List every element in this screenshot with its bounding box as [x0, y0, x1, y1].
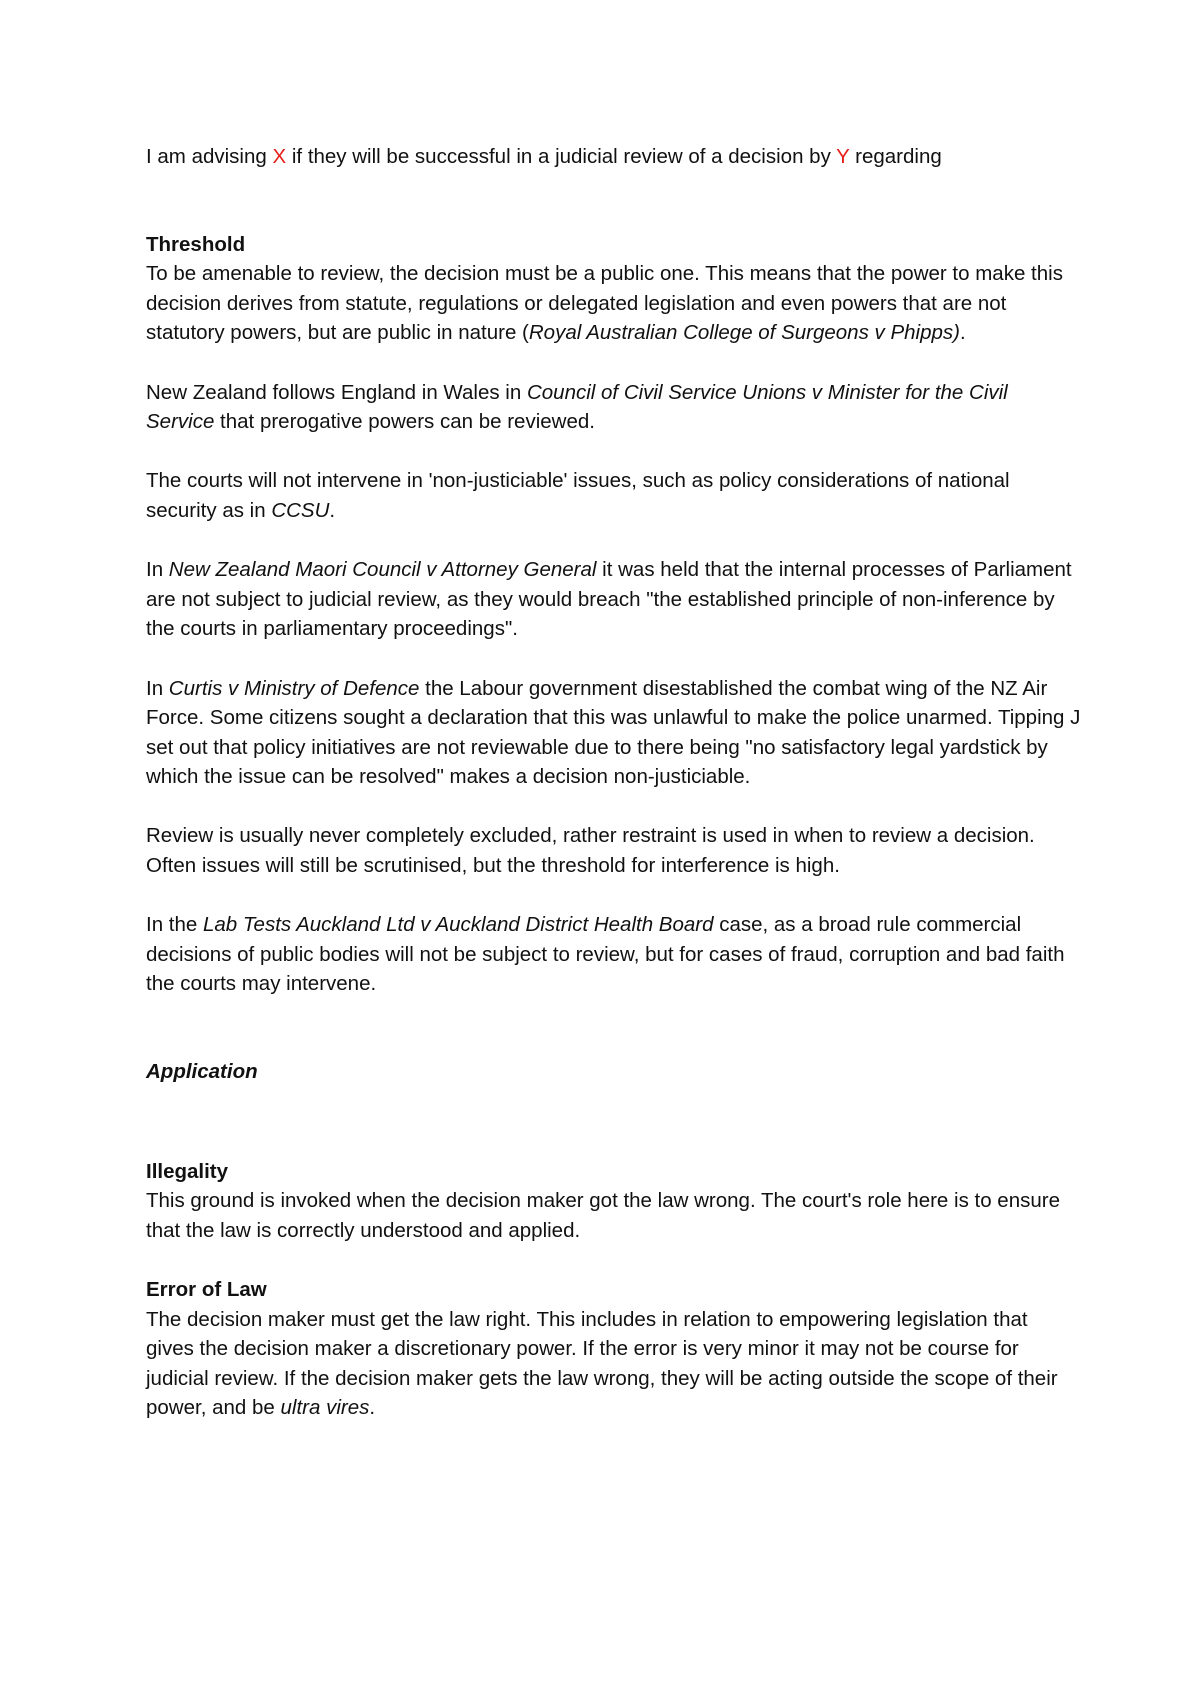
illegality-paragraph: This ground is invoked when the decision maker got the law wrong. The court's role here is to ensure that the law is correctly understood and applied.	[146, 1189, 1060, 1242]
threshold-paragraph-4: In New Zealand Maori Council v Attorney General it was held that the internal processes of Parliament are not subject to judicial review, as they would breach "the established principle of non-inference by the courts in parliamentary proceedings".	[146, 558, 1072, 641]
threshold-paragraph-6: Review is usually never completely excluded, rather restraint is used in when to review a decision. Often issues will still be scrutinised, but the threshold for interference is high.	[146, 824, 1035, 878]
illegality-heading: Illegality	[146, 1159, 229, 1183]
threshold-paragraph-2: New Zealand follows England in Wales in Council of Civil Service Unions v Minister for the Civil Service that prerogative powers can be reviewed.	[146, 380, 1008, 434]
threshold-heading: Threshold	[146, 232, 246, 256]
party-x: X	[272, 145, 287, 168]
latin-term: ultra vires	[280, 1396, 370, 1420]
case-name: New Zealand Maori Council v Attorney General	[168, 558, 597, 582]
party-y: Y	[836, 145, 850, 168]
error-of-law-paragraph: The decision maker must get the law right. This includes in relation to empowering legislation that gives the decision maker a discretionary power. If the error is very minor it may not be course for judicial review. If the decision maker gets the law wrong, they will be acting outside the scope of their power, and be ultra vires.	[146, 1307, 1058, 1420]
threshold-paragraph-1: To be amenable to review, the decision must be a public one. This means that the power to make this decision derives from statute, regulations or delegated legislation and even powers that are not statutory powers, but are public in nature (Royal Australian College of Surgeons v Phipps).	[146, 262, 1063, 345]
document-body	[146, 142, 1081, 1423]
case-name: Council of Civil Service Unions v Minister for the Civil Service	[146, 380, 1008, 434]
error-of-law-heading: Error of Law	[146, 1278, 267, 1301]
threshold-paragraph-3: The courts will not intervene in 'non-justiciable' issues, such as policy considerations of national security as in CCSU.	[146, 469, 1010, 522]
case-name: Royal Australian College of Surgeons v Phipps)	[528, 321, 960, 345]
intro-paragraph: I am advising X if they will be successful in a judicial review of a decision by Y regarding	[146, 145, 942, 168]
threshold-paragraph-7: In the Lab Tests Auckland Ltd v Auckland District Health Board case, as a broad rule commercial decisions of public bodies will not be subject to review, but for cases of fraud, corruption and bad faith the courts may intervene.	[146, 913, 1065, 996]
threshold-paragraph-5: In Curtis v Ministry of Defence the Labour government disestablished the combat wing of the NZ Air Force. Some citizens sought a declaration that this was unlawful to make the police unarmed. Tipping J set out that policy initiatives are not reviewable due to there being "no satisfactory legal yardstick by which the issue can be resolved" makes a decision non-justiciable.	[146, 676, 1081, 789]
application-heading: Application	[146, 1060, 258, 1084]
case-name: Lab Tests Auckland Ltd v Auckland District Health Board	[203, 913, 714, 937]
case-name: CCSU	[271, 498, 330, 522]
case-name: Curtis v Ministry of Defence	[168, 676, 420, 700]
